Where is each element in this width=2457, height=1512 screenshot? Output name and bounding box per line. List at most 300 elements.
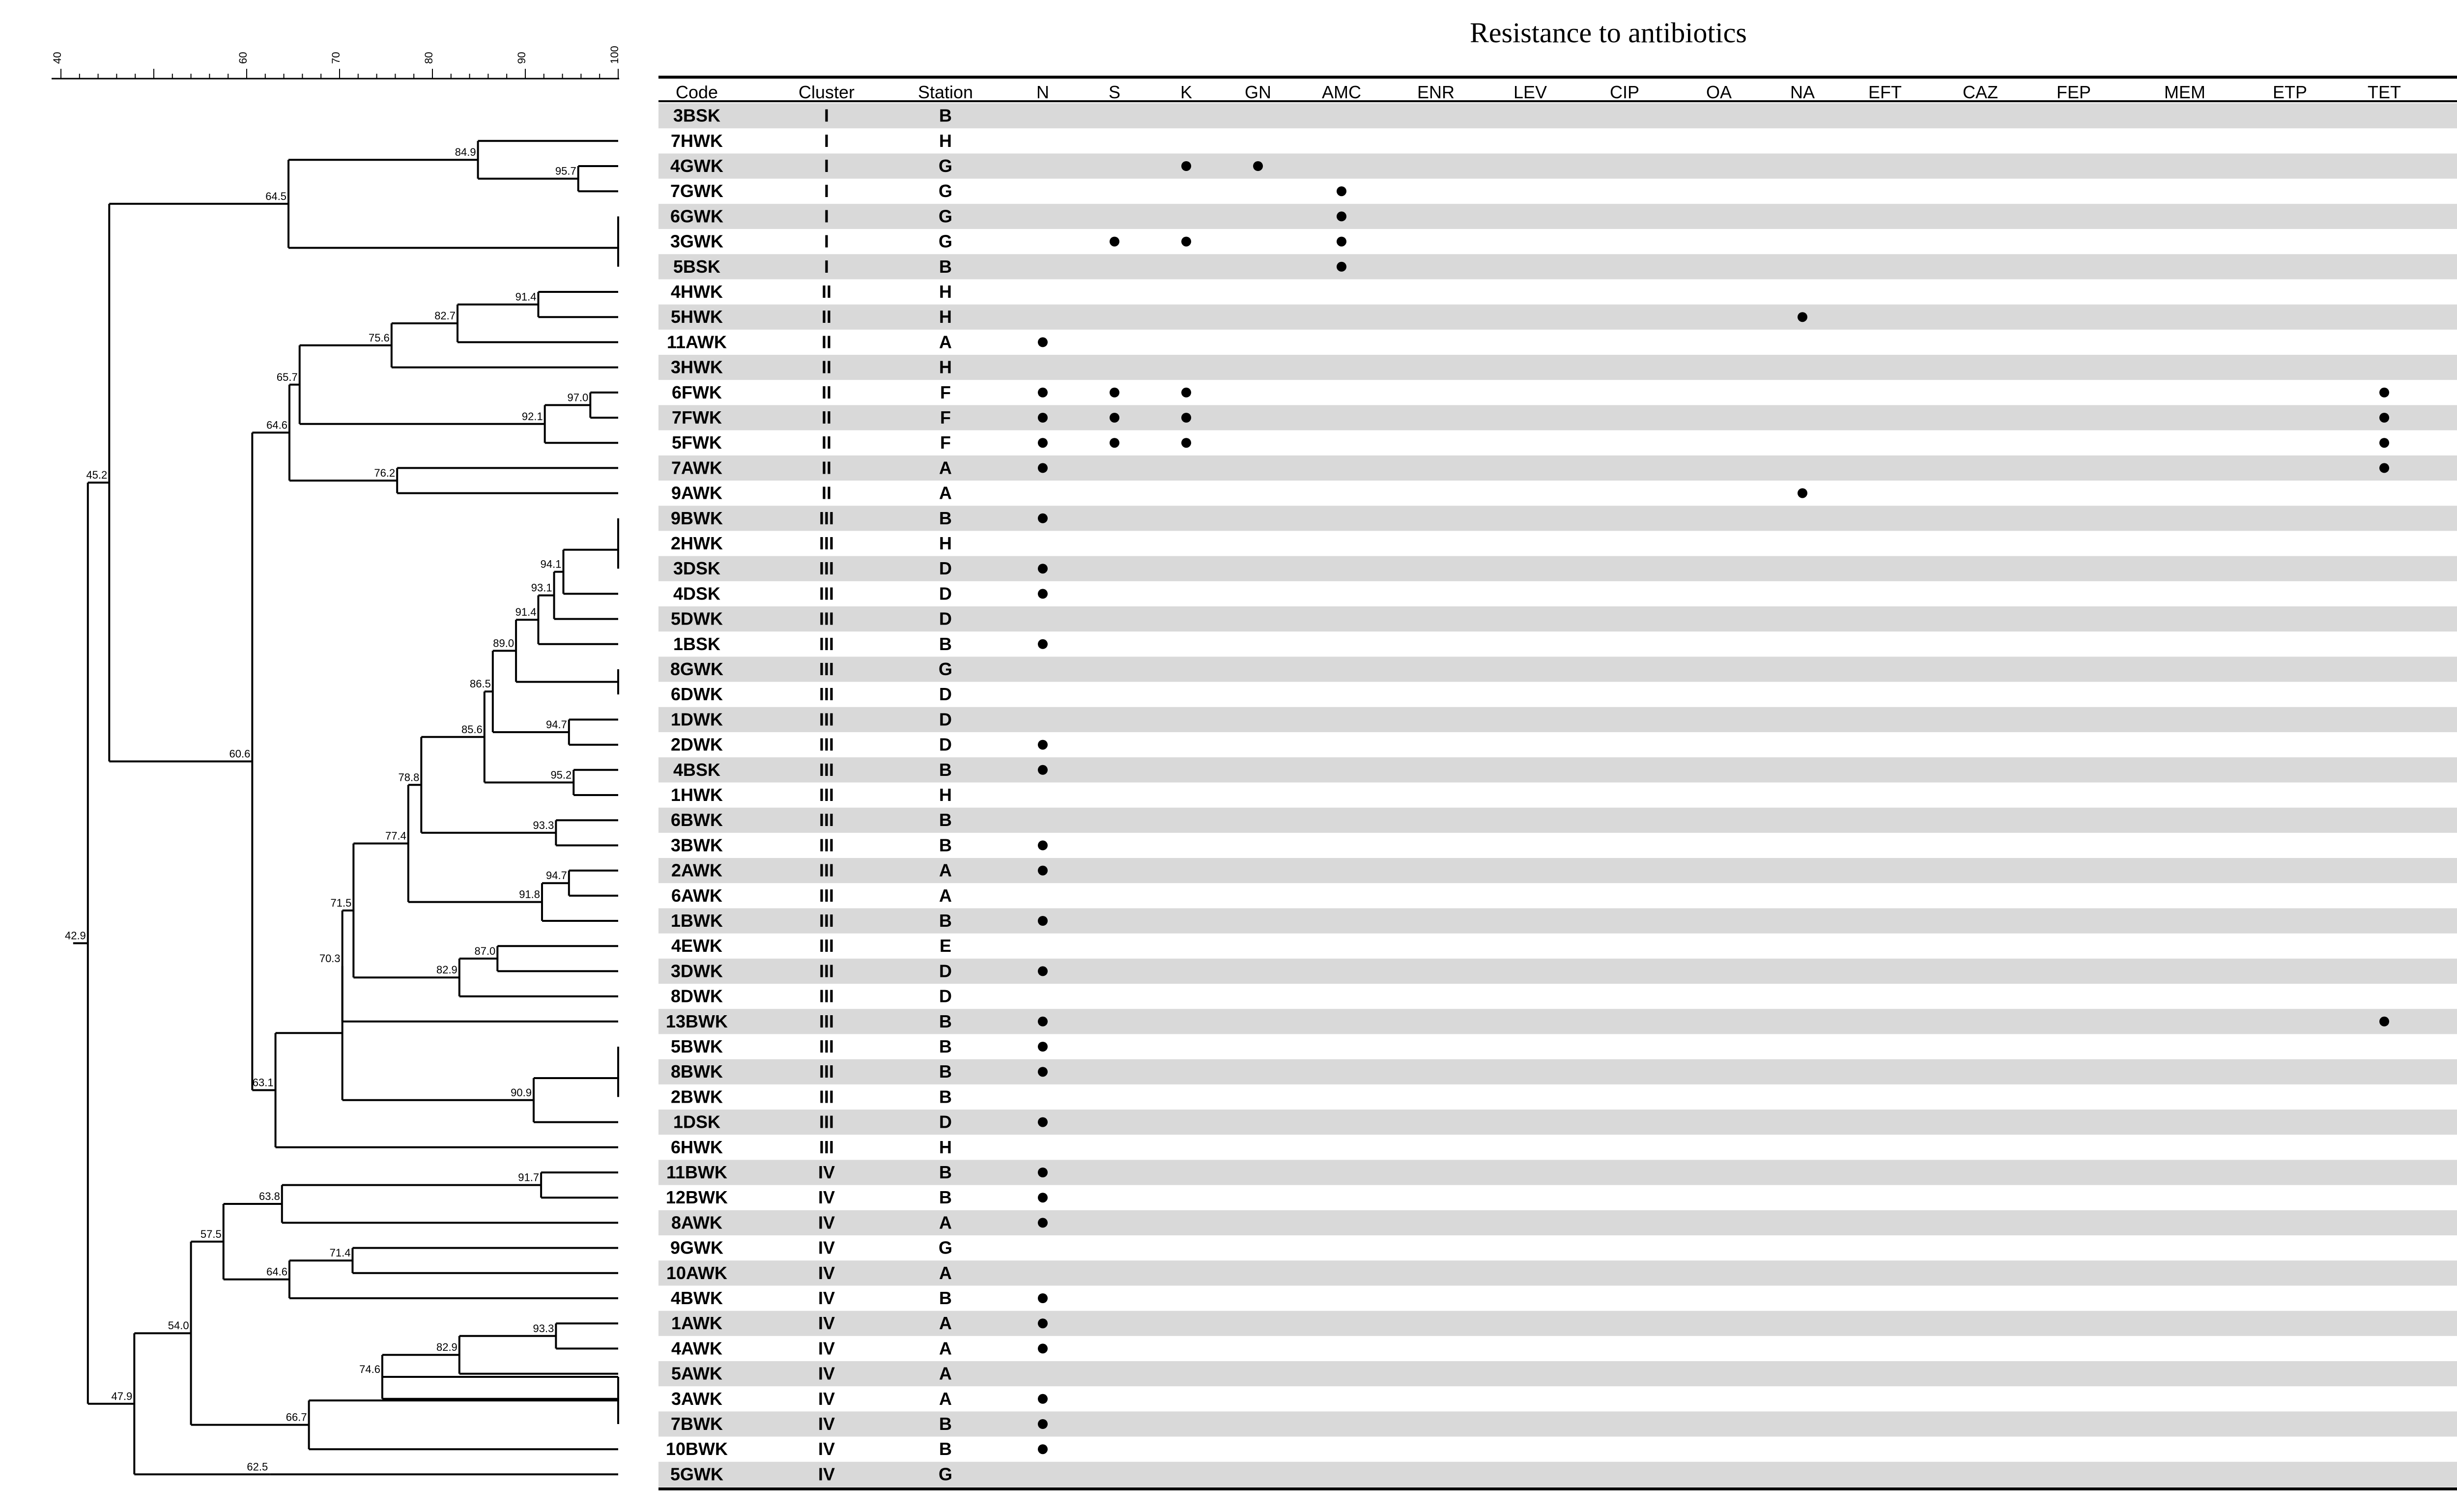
node-similarity-label: 97.0 [567,391,589,404]
cell-station: B [939,633,952,654]
cell-cluster: IV [818,1363,835,1384]
node-similarity-label: 86.5 [470,678,491,690]
node-similarity-label: 76.2 [374,467,396,479]
node-similarity-label: 78.8 [398,771,420,784]
node-similarity-label: 95.7 [555,165,576,177]
header-antibiotic-oa: OA [1706,82,1732,102]
cell-code: 4BWK [671,1288,723,1308]
cell-code: 9BWK [671,508,723,528]
cell-station: H [939,357,952,377]
resistance-dot-na [1798,488,1807,498]
table-row-shade [658,808,2457,833]
cell-station: G [938,1464,953,1484]
cell-code: 1AWK [671,1313,723,1334]
table-row-shade [658,103,2457,128]
figure-title-group [1470,17,1747,49]
table-row [667,332,1048,352]
cell-cluster: I [824,130,829,151]
dendrogram [65,141,618,1475]
resistance-dot-n [1038,1394,1048,1404]
dendrogram-scale-axis [51,46,621,79]
node-similarity-label: 82.7 [434,310,456,322]
cell-cluster: III [819,810,834,830]
table-row [671,1288,1048,1308]
header-antibiotic-amc: AMC [1322,82,1361,102]
cell-cluster: III [819,709,834,730]
cell-code: 1HWK [671,785,723,805]
node-similarity-label: 91.8 [519,888,541,901]
header-antibiotic-mem: MEM [2164,82,2205,102]
resistance-dot-k [1181,438,1191,448]
table-row-shade [658,707,2457,732]
header-antibiotic-etp: ETP [2272,82,2308,102]
cell-code: 10AWK [666,1262,728,1283]
cell-cluster: IV [818,1414,835,1434]
cell-cluster: I [824,105,829,126]
cell-station: B [939,105,952,126]
table-row [671,533,952,553]
cell-cluster: I [824,256,829,277]
node-similarity-label: 77.4 [385,829,406,842]
cell-station: B [939,1061,952,1082]
cell-cluster: IV [818,1338,835,1359]
scale-tick-label: 60 [237,52,249,64]
table-row [670,1238,952,1258]
resistance-dot-n [1038,639,1048,649]
cell-cluster: II [821,457,832,478]
header-antibiotic-fep: FEP [2056,82,2091,102]
cell-station: A [939,483,952,503]
table-row [671,835,1048,855]
table-row [672,432,2389,453]
cell-code: 3DWK [671,961,723,981]
cell-cluster: III [819,1011,834,1031]
node-similarity-label: 54.0 [168,1319,189,1332]
node-similarity-label: 93.3 [533,819,554,831]
cell-code: 4BSK [673,759,721,780]
resistance-dot-s [1110,413,1119,423]
cell-cluster: IV [818,1464,835,1484]
cell-code: 1DWK [671,709,723,730]
table-row [671,885,952,906]
table-row [671,1086,952,1107]
table-row [673,583,1048,603]
resistance-dot-n [1038,840,1048,850]
resistance-dot-tet [2379,388,2389,398]
resistance-dot-tet [2379,1017,2389,1027]
table-row [666,1439,1048,1459]
cell-cluster: III [819,659,834,679]
resistance-dot-amc [1337,262,1346,272]
table-row-shade [658,1009,2457,1034]
resistance-dot-amc [1337,211,1346,221]
table-row-shade [658,153,2457,178]
cell-code: 3DSK [673,558,721,579]
table-row-shade [658,656,2457,682]
cell-cluster: I [824,206,829,227]
cell-station: H [939,307,952,327]
resistance-dot-n [1038,1343,1048,1353]
table-row [672,382,2457,402]
cell-station: A [939,885,952,906]
table-row-shade [658,204,2457,229]
cell-cluster: III [819,1061,834,1082]
cell-station: A [939,457,952,478]
resistance-dot-n [1038,564,1048,573]
cell-cluster: III [819,1036,834,1056]
cell-station: A [939,1212,952,1233]
cell-cluster: III [819,1137,834,1157]
resistance-dot-n [1038,1017,1048,1027]
table-row-shade [658,1210,2457,1235]
cell-cluster: II [821,332,832,352]
cell-code: 5HWK [671,307,723,327]
node-similarity-label: 64.6 [266,419,287,431]
resistance-dot-s [1110,237,1119,247]
table-row [671,483,1807,503]
node-similarity-label: 93.3 [533,1322,554,1335]
cell-station: B [939,1036,952,1056]
cell-code: 10BWK [665,1439,728,1459]
cell-cluster: III [819,1086,834,1107]
cell-code: 5FWK [672,432,722,453]
cell-cluster: II [821,307,832,327]
cell-station: D [939,734,952,755]
node-similarity-label: 94.7 [546,869,567,882]
node-similarity-label: 82.9 [436,1341,457,1354]
cell-cluster: III [819,583,834,604]
node-similarity-label: 64.6 [266,1265,287,1278]
resistance-dot-s [1110,438,1119,448]
resistance-dot-na [1798,312,1807,322]
table-row [671,1338,1048,1358]
scale-tick-label: 70 [330,52,342,64]
table-row-shade [658,254,2457,279]
table-row-shade [658,1361,2457,1386]
cell-station: A [939,1313,952,1334]
node-similarity-label: 91.4 [515,290,537,303]
table-row [671,785,952,805]
resistance-dot-n [1038,1067,1048,1077]
figure-title: Resistance to antibiotics [1470,17,1747,49]
cell-cluster: III [819,785,834,805]
node-similarity-label: 66.7 [286,1411,307,1424]
header-antibiotic-s: S [1108,82,1121,102]
resistance-dot-n [1038,1318,1048,1328]
resistance-dot-n [1038,589,1048,599]
cell-code: 5AWK [671,1363,723,1384]
cell-cluster: II [821,483,832,503]
table-row-shade [658,1110,2457,1135]
table-row [671,936,951,956]
cell-cluster: II [821,282,832,302]
table-row-shade [658,305,2457,330]
resistance-dot-n [1038,1419,1048,1429]
node-similarity-label: 84.9 [455,146,476,159]
cell-code: 6BWK [671,810,723,830]
cell-station: D [939,986,952,1006]
cell-code: 5DWK [671,608,723,629]
node-similarity-label: 75.6 [369,331,390,344]
node-similarity-label: 62.5 [247,1460,268,1473]
cell-cluster: IV [818,1237,835,1258]
header-antibiotic-n: N [1036,82,1049,102]
resistance-dot-tet [2379,463,2389,473]
cell-cluster: III [819,759,834,780]
cell-cluster: III [819,684,834,705]
cell-cluster: III [819,1112,834,1132]
table-row-shade [658,959,2457,984]
node-similarity-label: 89.0 [493,637,514,650]
cell-station: B [939,1288,952,1308]
cell-code: 6GWK [670,206,723,227]
cell-code: 3BWK [671,835,723,856]
cell-station: A [939,1262,952,1283]
cell-station: A [939,1338,952,1359]
cell-station: G [938,206,953,227]
cell-cluster: III [819,508,834,528]
cell-station: B [939,1414,952,1434]
node-similarity-label: 65.7 [276,371,298,383]
table-row [671,986,952,1006]
cell-cluster: I [824,156,829,176]
cell-code: 12BWK [665,1187,728,1208]
table-row-shade [658,556,2457,581]
node-similarity-label: 63.8 [258,1190,280,1202]
table-row-shade [658,456,2457,481]
cell-cluster: III [819,734,834,755]
node-similarity-label: 42.9 [64,929,86,942]
cell-code: 2DWK [671,734,723,755]
cell-code: 3BSK [673,105,721,126]
cell-station: G [938,156,953,176]
cell-cluster: I [824,231,829,252]
node-similarity-label: 71.4 [329,1247,351,1259]
node-similarity-label: 94.1 [540,558,562,571]
cell-cluster: III [819,885,834,906]
cell-code: 8BWK [671,1061,723,1082]
table-row [671,1137,952,1157]
cell-cluster: III [819,911,834,931]
cell-code: 7HWK [671,130,723,151]
cell-station: F [940,407,951,428]
node-similarity-label: 93.1 [531,581,552,594]
table-row-shade [658,506,2457,531]
header-cluster: Cluster [798,82,855,102]
cell-code: 8DWK [671,986,723,1006]
cell-station: H [939,130,952,151]
table-row-shade [658,1311,2457,1336]
header-antibiotic-k: K [1180,82,1193,102]
table-row-shade [658,405,2457,430]
resistance-dot-n [1038,1444,1048,1454]
node-similarity-label: 87.0 [474,944,496,957]
cell-cluster: II [821,407,832,428]
cell-station: D [939,608,952,629]
scale-tick-label: 80 [423,52,435,64]
cell-cluster: II [821,432,832,453]
cell-code: 9GWK [670,1237,723,1258]
table-header-row [676,82,2457,102]
header-antibiotic-gn: GN [1245,82,1271,102]
cell-cluster: III [819,936,834,956]
node-similarity-label: 85.6 [461,723,483,736]
table-row [671,131,952,151]
resistance-dot-amc [1337,186,1346,196]
table-row-shade [658,1160,2457,1185]
table-row [671,735,1048,755]
cell-station: B [939,1162,952,1182]
header-antibiotic-enr: ENR [1417,82,1455,102]
cell-code: 7BWK [671,1414,723,1434]
cell-code: 7AWK [671,457,723,478]
cell-code: 4EWK [671,936,723,956]
resistance-dot-n [1038,388,1048,398]
resistance-dot-n [1038,966,1048,976]
table-background [658,103,2457,1487]
cell-code: 5GWK [670,1464,723,1484]
cell-station: D [939,684,952,705]
scale-tick-label: 100 [608,46,621,64]
header-antibiotic-lev: LEV [1513,82,1547,102]
cell-code: 4DSK [673,583,721,604]
cell-code: 9AWK [671,483,723,503]
resistance-dot-k [1181,161,1191,171]
cell-code: 11BWK [666,1162,728,1182]
resistance-dot-n [1038,765,1048,775]
cell-code: 3AWK [671,1388,723,1409]
cell-code: 8GWK [670,659,723,679]
resistance-dot-n [1038,866,1048,876]
cell-cluster: III [819,860,834,881]
node-similarity-label: 90.9 [511,1086,532,1099]
cell-code: 2BWK [671,1086,723,1107]
cell-cluster: IV [818,1187,835,1208]
resistance-dot-tet [2379,413,2389,423]
table-row [671,282,952,302]
table-row-shade [658,757,2457,782]
cell-cluster: III [819,533,834,553]
resistance-dot-gn [1253,161,1263,171]
table-row [671,1389,1048,1409]
table-row-shade [658,908,2457,933]
resistance-dot-n [1038,438,1048,448]
table-row [671,1036,1048,1056]
cell-code: 1DSK [673,1112,721,1132]
table-row-shade [658,355,2457,380]
cell-code: 7GWK [670,181,723,201]
cell-station: D [939,583,952,604]
cell-station: H [939,785,952,805]
node-similarity-label: 74.6 [359,1363,380,1375]
cell-station: B [939,1187,952,1208]
cell-station: B [939,1086,952,1107]
resistance-dot-n [1038,1218,1048,1227]
node-similarity-label: 94.7 [546,718,567,731]
cell-cluster: IV [818,1439,835,1459]
cell-station: B [939,508,952,528]
cell-station: G [938,231,953,252]
cell-code: 3GWK [670,231,723,252]
cell-cluster: IV [818,1162,835,1182]
cell-station: F [940,382,951,402]
cell-code: 5BWK [671,1036,723,1056]
header-antibiotic-caz: CAZ [1963,82,1998,102]
table-row [666,1187,1048,1207]
table-row [670,231,1346,252]
cell-code: 3HWK [671,357,723,377]
cell-station: A [939,332,952,352]
cell-code: 6HWK [671,1137,723,1157]
resistance-dot-n [1038,740,1048,750]
table-row-shade [658,1059,2457,1084]
header-antibiotic-eft: EFT [1868,82,1902,102]
table-row-shade [658,1462,2457,1487]
cell-code: 6DWK [671,684,723,705]
cell-station: A [939,1363,952,1384]
cell-station: F [940,432,951,453]
cell-station: D [939,709,952,730]
cell-code: 2AWK [671,860,723,881]
cell-code: 6AWK [671,885,723,906]
cell-station: B [939,810,952,830]
resistance-dot-tet [2379,438,2389,448]
resistance-dot-k [1181,237,1191,247]
cell-code: 11AWK [666,332,727,352]
resistance-dot-n [1038,1193,1048,1202]
cell-code: 13BWK [665,1011,728,1031]
header-antibiotic-na: NA [1790,82,1815,102]
cell-cluster: IV [818,1313,835,1334]
node-similarity-label: 47.9 [111,1390,133,1402]
cell-station: B [939,911,952,931]
cell-cluster: I [824,181,829,201]
resistance-dot-n [1038,1117,1048,1127]
node-similarity-label: 91.4 [515,606,537,619]
table-row [671,684,952,704]
cell-cluster: III [819,986,834,1006]
node-similarity-label: 45.2 [86,469,108,482]
resistance-dot-n [1038,413,1048,423]
cell-cluster: III [819,961,834,981]
resistance-dot-n [1038,916,1048,926]
cell-cluster: IV [818,1212,835,1233]
cell-station: B [939,759,952,780]
node-similarity-label: 82.9 [436,964,457,976]
cell-cluster: IV [818,1288,835,1308]
table-row-shade [658,1260,2457,1285]
table-row [673,634,1048,654]
cell-station: B [939,1439,952,1459]
cell-station: H [939,1137,952,1157]
cell-station: A [939,1388,952,1409]
cell-cluster: III [819,558,834,579]
cell-code: 2HWK [671,533,723,553]
cell-station: H [939,282,952,302]
cell-code: 4GWK [670,156,723,176]
node-similarity-label: 92.1 [521,410,543,423]
cell-station: D [939,961,952,981]
cell-station: G [938,659,953,679]
resistance-dot-n [1038,514,1048,523]
cell-station: G [938,181,953,201]
cell-cluster: III [819,608,834,629]
resistance-dot-amc [1337,237,1346,247]
cell-station: G [938,1237,953,1258]
cell-code: 4AWK [671,1338,723,1359]
resistance-dot-n [1038,1042,1048,1052]
cell-station: H [939,533,952,553]
